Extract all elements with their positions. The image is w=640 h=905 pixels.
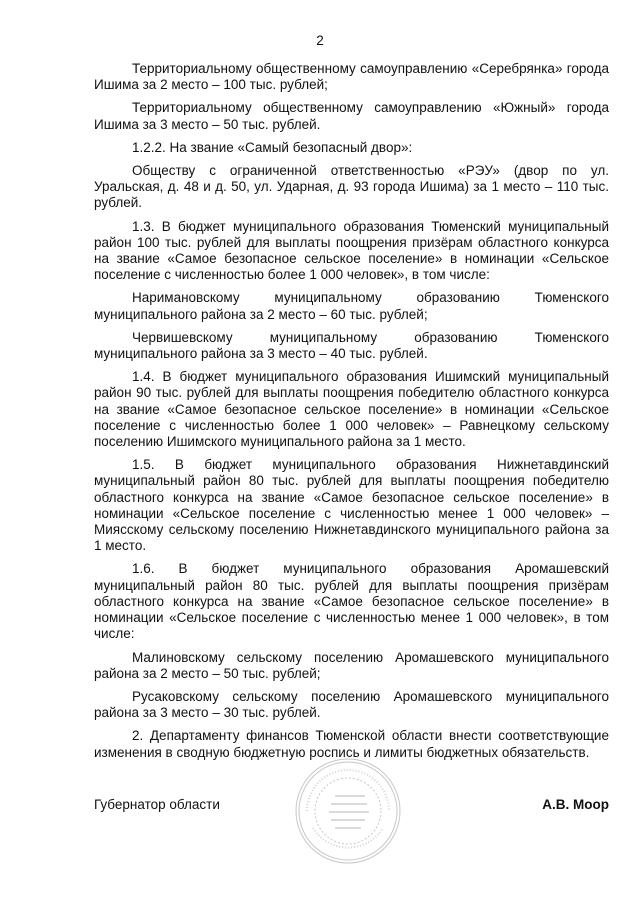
paragraph: Территориальному общественному самоуправлению «Серебрянка» города Ишима за 2 место – 100 тыс. рублей;	[94, 61, 609, 93]
signer-name: А.В. Моор	[542, 797, 609, 812]
paragraph: 1.2.2. На звание «Самый безопасный двор»:	[132, 139, 413, 155]
paragraph: Русаковскому сельскому поселению Аромашевского муниципального района за 3 место – 30 тыс. рублей.	[94, 688, 609, 721]
paragraph: 1.3. В бюджет муниципального образования Тюменский муниципальный район 100 тыс. рублей для выплаты поощрения призёрам областного конкурса на звание «Самое безопасное сельское поселение» в номинации «Сельское поселение с численностью более 1 000 человек», в том числе:	[94, 218, 609, 283]
official-seal-icon	[293, 756, 403, 866]
paragraph: Малиновскому сельскому поселению Аромашевского муниципального района за 2 место – 50 тыс. рублей;	[94, 649, 609, 681]
paragraph: 1.5. В бюджет муниципального образования Нижнетавдинский муниципальный район 80 тыс. рублей для выплаты поощрения победителю областного конкурса на звание «Самое безопасное сельское поселение» в номинации «Сельское поселение с численностью менее 1 000 человек» – Миясскому сельскому поселению Нижнетавдинского муниципального района за 1 место.	[94, 457, 609, 554]
signer-title: Губернатор области	[94, 797, 220, 812]
paragraph: 2. Департаменту финансов Тюменской области внести соответствующие изменения в сводную бюджетную роспись и лимиты бюджетных обязательств.	[94, 728, 609, 760]
paragraph: Территориальному общественному самоуправлению «Южный» города Ишима за 3 место – 50 тыс. рублей.	[94, 100, 609, 132]
paragraph: Обществу с ограниченной ответственностью «РЭУ» (двор по ул. Уральская, д. 48 и д. 50, ул. Ударная, д. 93 города Ишима) за 1 место – 110 тыс. рублей.	[94, 163, 609, 211]
document-body	[94, 61, 609, 768]
paragraph: 1.6. В бюджет муниципального образования Аромашевский муниципальный район 80 тыс. рублей для выплаты поощрения призёрам областного конкурса на звание «Самое безопасное сельское поселение» в номинации «Сельское поселение с численностью менее 1 000 человек», в том числе:	[94, 561, 609, 642]
paragraph: Червишевскому муниципальному образованию Тюменского муниципального района за 3 место – 40 тыс. рублей.	[94, 329, 609, 362]
paragraph: 1.4. В бюджет муниципального образования Ишимский муниципальный район 90 тыс. рублей для выплаты поощрения победителю областного конкурса на звание «Самое безопасное сельское поселение» в номинации «Сельское поселение с численностью более 1 000 человек» – Равнецкому сельскому поселению Ишимского муниципального района за 1 место.	[94, 369, 609, 450]
page-number: 2	[316, 33, 324, 48]
paragraph: Наримановскому муниципальному образованию Тюменского муниципального района за 2 место – 60 тыс. рублей;	[94, 290, 609, 322]
